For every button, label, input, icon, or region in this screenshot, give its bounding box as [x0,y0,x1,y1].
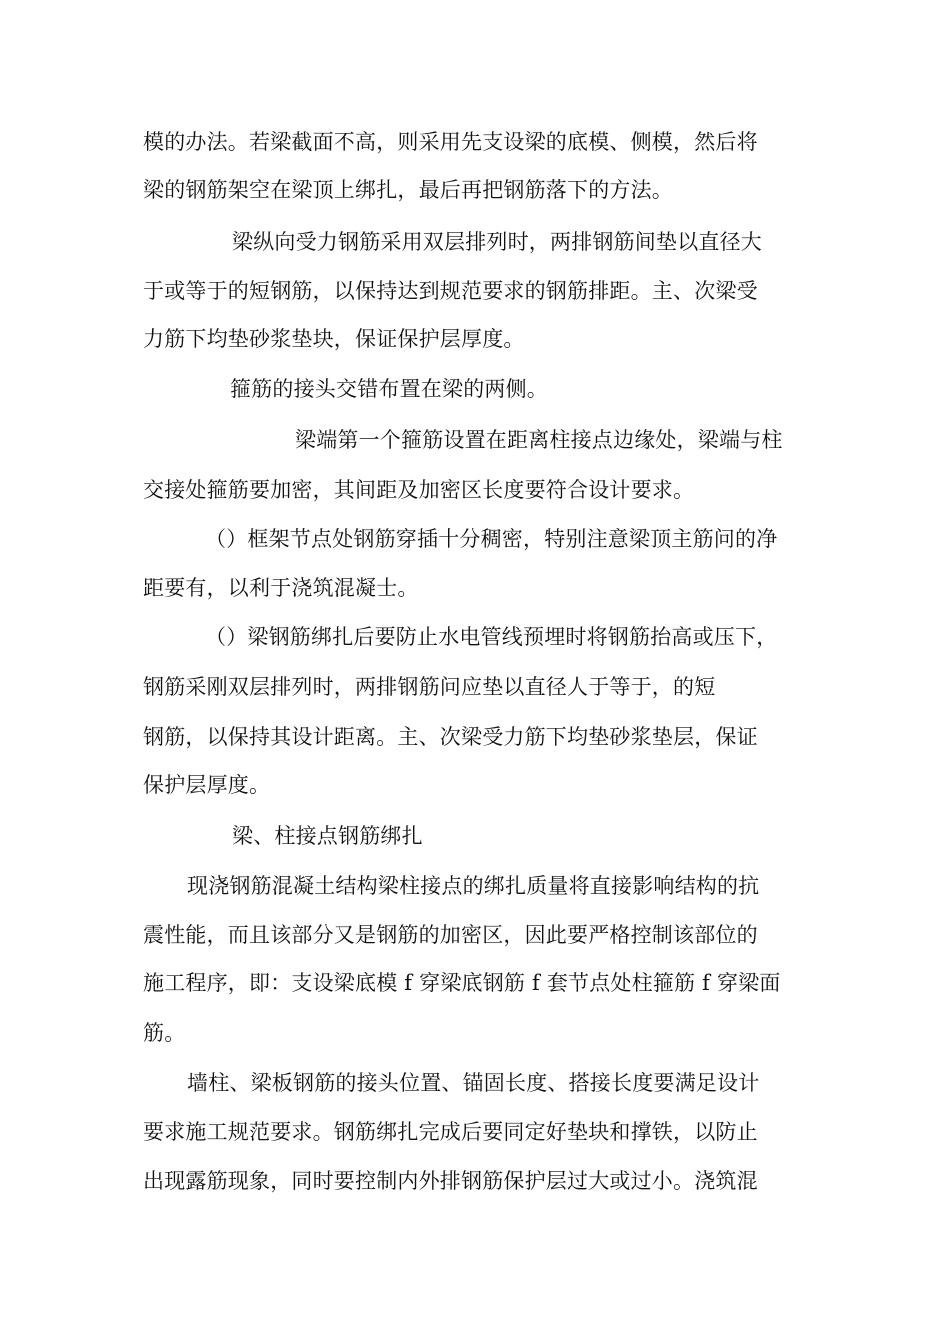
text-line: 距要有，以利于浇筑混凝士。 [143,576,419,600]
text-line: 于或等于的短钢筋，以保持达到规范要求的钢筋排距。主、次梁受 [143,279,758,303]
text-line: 现浇钢筋混凝土结构梁柱接点的绑扎质量将直接影响结构的抗 [187,874,760,898]
text-line: 交接处箍筋要加密，其间距及加密区长度要符合设计要求。 [143,478,695,502]
text-line: 出现露筋现象，同时要控制内外排钢筋保护层过大或过小。浇筑混 [143,1169,758,1193]
text-line: 梁端第一个箍筋设置在距离柱接点边缘处，梁端与柱 [295,428,783,452]
text-line: 模的办法。若梁截面不高，则采用先支设梁的底模、侧模，然后将 [143,130,758,154]
text-line: 要求施工规范要求。钢筋绑扎完成后要同定好垫块和撑铁，以防止 [143,1120,758,1144]
text-line: 保护层厚度。 [143,773,271,797]
text-line: 筋。 [143,1021,186,1045]
text-line: 钢筋，以保持其设计距离。主、次梁受力筋下均垫砂浆垫层，保证 [143,725,758,749]
text-line: 梁的钢筋架空在梁顶上绑扎，最后再把钢筋落下的方法。 [143,178,673,202]
text-line: 梁纵向受力钢筋采用双层排列时，两排钢筋间垫以直径大 [232,230,762,254]
text-line: 钢筋采刚双层排列时，两排钢筋问应垫以直径人于等于，的短 [143,675,716,699]
text-line: （）梁钢筋绑扎后要防止水电管线预埋时将钢筋抬高或压下， [205,625,778,649]
section-heading: 梁、柱接点钢筋绑扎 [232,824,423,848]
text-line: 墙柱、梁板钢筋的接头位置、锚固长度、搭接长度要满足设计 [187,1071,760,1095]
text-line: 震性能，而且该部分又是钢筋的加密区，因此要严格控制该部位的 [143,923,758,947]
text-line: 箍筋的接头交错布置在梁的两侧。 [230,377,548,401]
text-line: （）框架节点处钢筋穿插十分稠密，特别注意梁顶主筋问的净 [205,527,778,551]
text-line: 力筋下均垫砂浆垫块，保证保护层厚度。 [143,327,525,351]
text-line: 施工程序，即：支设梁底模 f 穿梁底钢筋 f 套节点处柱箍筋 f 穿梁面 [143,971,781,995]
